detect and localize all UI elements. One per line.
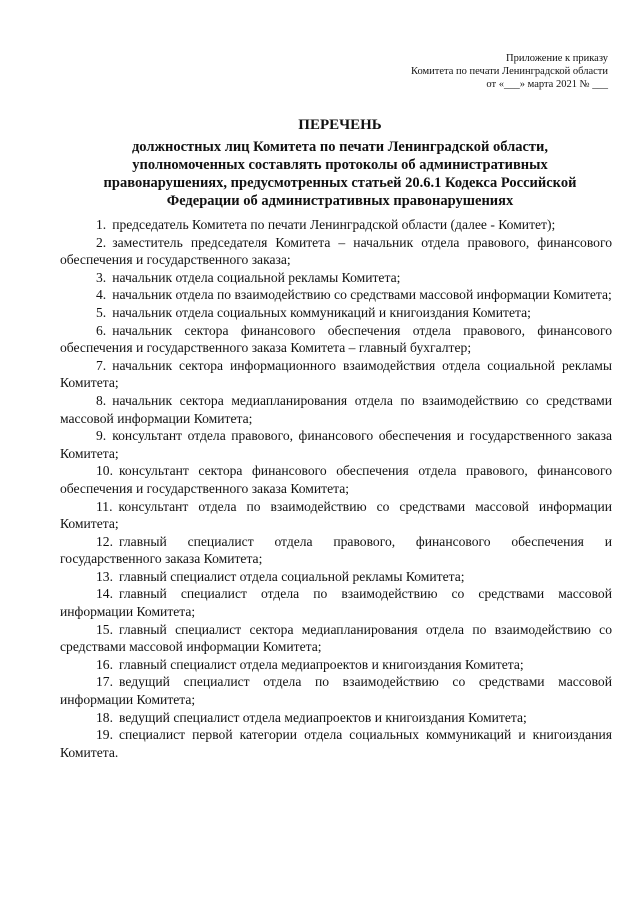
item-number: 3. bbox=[96, 269, 107, 285]
list-item bbox=[60, 216, 612, 234]
item-text: ведущий специалист отдела медиапроектов и книгоиздания Комитета; bbox=[119, 709, 527, 725]
appendix-header bbox=[411, 52, 608, 91]
title-subtitle-line: правонарушениях, предусмотренных статьей 20.6.1 Кодекса Российской bbox=[103, 175, 577, 191]
list-item bbox=[60, 392, 612, 427]
item-number: 8. bbox=[96, 392, 107, 408]
item-text: начальник отдела социальных коммуникаций и книгоиздания Комитета; bbox=[112, 304, 531, 320]
item-text: ведущий специалист отдела по взаимодействию со средствами массовой информации Комитета; bbox=[60, 674, 612, 708]
list-item bbox=[60, 498, 612, 533]
appendix-line-1: Приложение к приказу bbox=[506, 53, 608, 64]
item-number: 1. bbox=[96, 217, 107, 232]
item-text: специалист первой категории отдела социальных коммуникаций и книгоиздания Комитета. bbox=[60, 727, 612, 760]
item-number: 16. bbox=[96, 656, 113, 672]
list-item bbox=[60, 462, 612, 497]
document-title bbox=[60, 116, 620, 210]
list-item bbox=[60, 234, 612, 269]
item-text: председатель Комитета по печати Ленинградской области (далее - Комитет); bbox=[112, 217, 556, 232]
item-number: 4. bbox=[96, 287, 107, 303]
list-item bbox=[60, 673, 612, 708]
list-item bbox=[60, 621, 612, 656]
title-main: ПЕРЕЧЕНЬ bbox=[298, 117, 382, 133]
item-text: начальник сектора информационного взаимодействия отдела социальной рекламы Комитета; bbox=[60, 357, 612, 391]
item-text: консультант отдела правового, финансового обеспечения и государственного заказа Комитета; bbox=[60, 428, 612, 461]
item-number: 11. bbox=[96, 498, 113, 514]
item-number: 9. bbox=[96, 428, 107, 444]
list-item bbox=[60, 322, 612, 357]
list-item bbox=[60, 304, 612, 322]
item-text: главный специалист отдела медиапроектов и книгоиздания Комитета; bbox=[119, 656, 524, 672]
item-text: главный специалист сектора медиапланирования отдела по взаимодействию со средствами массовой информации Комитета; bbox=[60, 621, 612, 655]
appendix-line-3: от «___» марта 2021 № ___ bbox=[486, 79, 608, 90]
title-subtitle-line: должностных лиц Комитета по печати Ленинградской области, bbox=[131, 139, 549, 155]
item-text: главный специалист отдела социальной рекламы Комитета; bbox=[119, 568, 465, 584]
item-number: 17. bbox=[96, 674, 113, 690]
item-number: 15. bbox=[96, 621, 113, 637]
title-subtitle-line: Федерации об административных правонарушениях bbox=[166, 193, 514, 209]
item-number: 10. bbox=[96, 463, 113, 479]
item-number: 18. bbox=[96, 709, 113, 725]
item-text: начальник сектора финансового обеспечения отдела правового, финансового обеспечения и государственного заказа Комитета – главный бухгалтер; bbox=[60, 322, 612, 356]
item-number: 5. bbox=[96, 304, 107, 320]
item-number: 13. bbox=[96, 568, 113, 584]
item-number: 2. bbox=[96, 234, 107, 250]
list-item bbox=[60, 568, 612, 586]
item-text: начальник отдела социальной рекламы Комитета; bbox=[112, 269, 401, 285]
item-text: консультант отдела по взаимодействию со средствами массовой информации Комитета; bbox=[60, 498, 612, 532]
list-item bbox=[60, 533, 612, 568]
item-text: главный специалист отдела по взаимодействию со средствами массовой информации Комитета; bbox=[60, 586, 612, 620]
item-number: 12. bbox=[96, 533, 113, 549]
list-item bbox=[60, 585, 612, 620]
item-number: 6. bbox=[96, 322, 107, 338]
item-number: 19. bbox=[96, 727, 113, 743]
list-item bbox=[60, 286, 612, 304]
item-text: начальник отдела по взаимодействию со средствами массовой информации Комитета; bbox=[112, 287, 612, 303]
list-item bbox=[60, 269, 612, 287]
item-text: начальник сектора медиапланирования отдела по взаимодействию со средствами массовой информации Комитета; bbox=[60, 392, 612, 426]
appendix-line-2: Комитета по печати Ленинградской области bbox=[410, 66, 608, 77]
list-item bbox=[60, 709, 612, 727]
list-item bbox=[60, 726, 612, 761]
list-item bbox=[60, 357, 612, 392]
item-text: консультант сектора финансового обеспечения отдела правового, финансового обеспечения и государственного заказа Комитета; bbox=[60, 463, 612, 496]
item-number: 7. bbox=[96, 357, 107, 373]
item-text: главный специалист отдела правового, финансового обеспечения и государственного заказа Комитета; bbox=[60, 533, 612, 567]
list-item bbox=[60, 656, 612, 674]
list-item bbox=[60, 427, 612, 462]
item-text: заместитель председателя Комитета – начальник отдела правового, финансового обеспечения и государственного заказа; bbox=[60, 234, 612, 268]
title-subtitle-line: уполномоченных составлять протоколы об административных bbox=[132, 157, 548, 173]
item-number: 14. bbox=[96, 586, 113, 602]
positions-list bbox=[60, 216, 612, 761]
